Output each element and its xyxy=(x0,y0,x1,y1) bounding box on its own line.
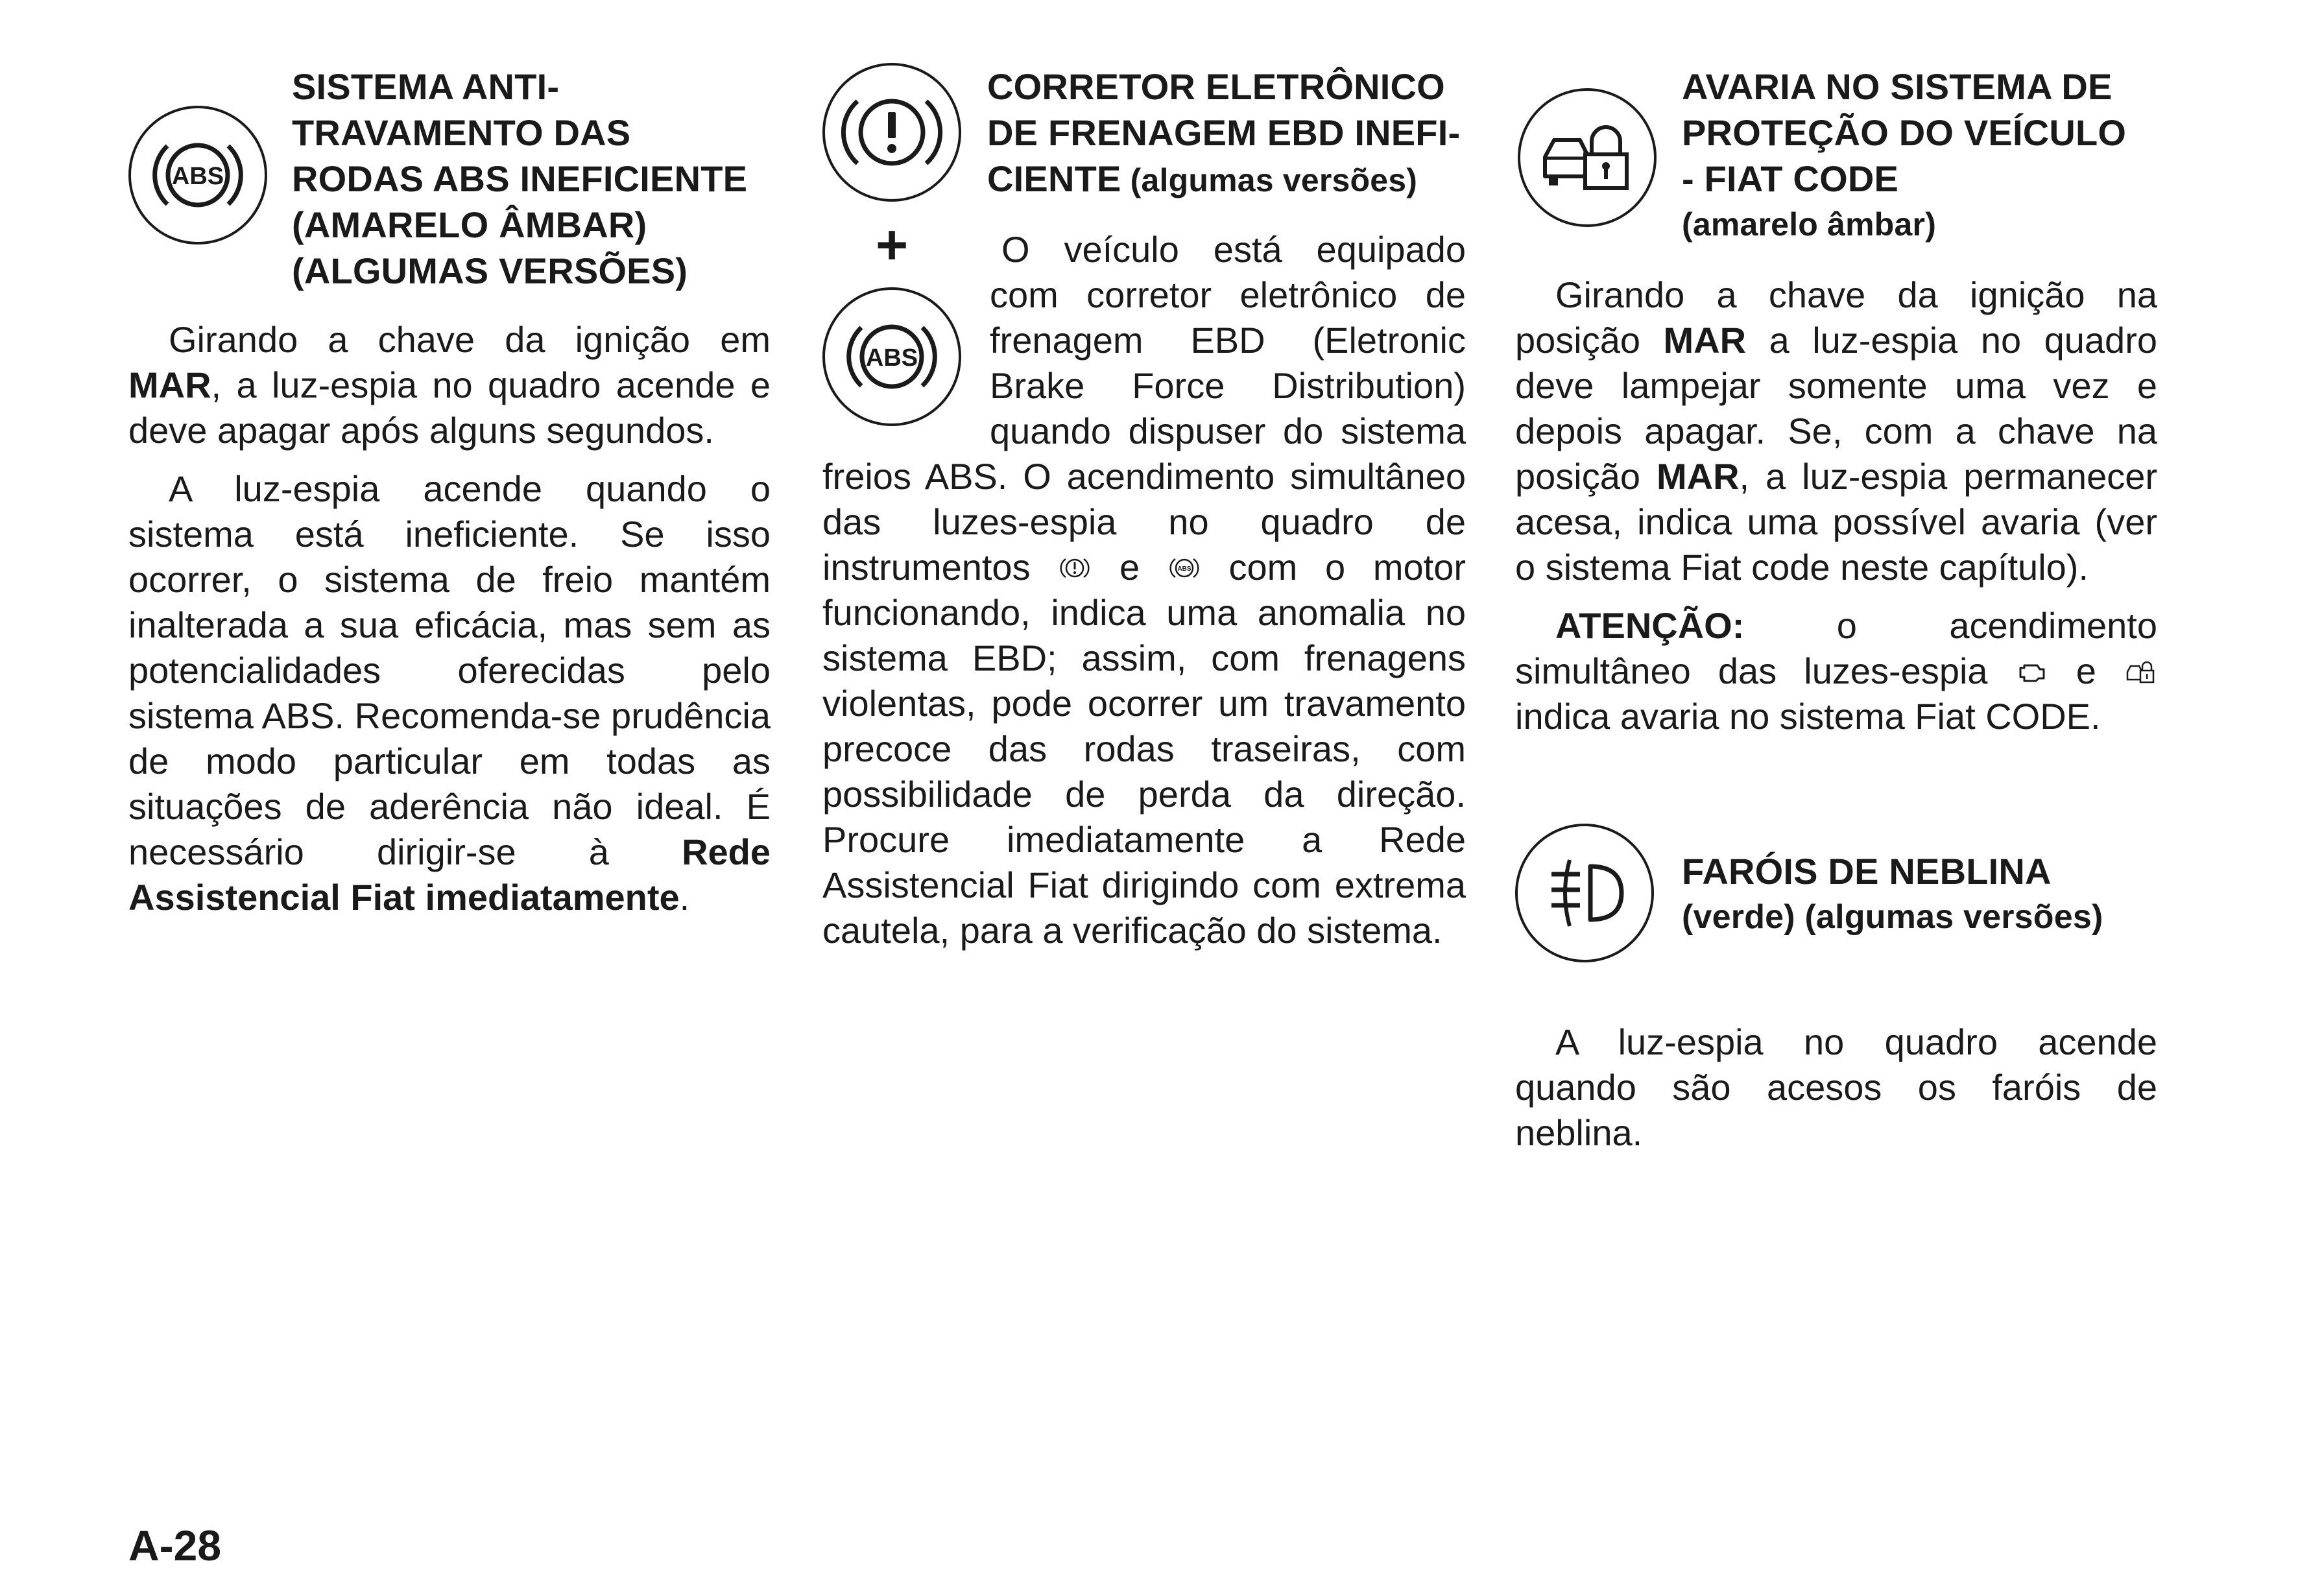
fog-light-section-body xyxy=(1515,1019,2157,1169)
abs-warning-icon xyxy=(1167,551,1201,585)
brake-warning-icon xyxy=(1058,551,1092,585)
ebd-section-heading: CORRETOR ELETRÔNICO DE FRENAGEM EBD INEFI- CIENTE (algumas versões) xyxy=(987,66,1461,199)
page-number: A-28 xyxy=(128,1521,222,1569)
ebd-section-body xyxy=(822,227,1466,966)
abs-paragraph-1: Girando a chave da ignição em MAR, a luz-espia no quadro acende e deve apagar após alguns segundos. xyxy=(128,319,771,451)
abs-paragraph-2: A luz-espia acende quando o sistema está ineficiente. Se isso ocorrer, o sistema de freio mantém inalterada a sua eficácia, mas sem as potencialidades oferecidas pelo sistema ABS. Recomenda-se prudência de modo particular em todas as situações de aderência não ideal. É necessário dirigir-se à Rede Assistencial Fiat imediatamente. xyxy=(128,468,771,918)
ebd-paragraph-1: O veículo está equipado com corretor eletrônico de frenagem EBD (Eletronic Brake Force Distribution) quando dispuser do sistema freios ABS. O acendimento simultâneo das luzes-espia no quadro de instrumentos e ABS com o motor funcionando, indica uma anomalia no sistema EBD; assim, com frenagens violentas, pode ocorrer um travamento precoce das rodas traseiras, com possibilidade de perda da direção. Procure imediatamente a Rede Assistencial Fiat dirigindo com extrema cautela, para a verificação do sistema. xyxy=(822,229,1466,951)
fiat-code-lock-icon xyxy=(2124,655,2157,689)
fiat-code-paragraph-2: ATENÇÃO: o acendimento simultâneo das luzes-espia e indica avaria no sistema Fiat CODE. xyxy=(1515,605,2157,737)
abs-section-heading: SISTEMA ANTI- TRAVAMENTO DAS RODAS ABS INEFICIENTE (AMARELO ÂMBAR) (ALGUMAS VERSÕES) xyxy=(292,66,748,291)
svg-text:ABS: ABS xyxy=(171,163,224,190)
svg-text:ABS: ABS xyxy=(865,344,918,372)
abs-warning-icon xyxy=(128,106,267,244)
fog-light-paragraph: A luz-espia no quadro acende quando são acesos os faróis de neblina. xyxy=(1515,1021,2157,1153)
fog-light-section-heading: FARÓIS DE NEBLINA (verde) (algumas versões) xyxy=(1682,851,2103,936)
plus-sign: + xyxy=(876,214,909,276)
abs-section-body xyxy=(128,317,771,933)
brake-warning-icon xyxy=(822,63,961,202)
fiat-code-section-body xyxy=(1515,272,2157,752)
engine-warning-icon xyxy=(2015,655,2049,689)
fiat-code-lock-icon xyxy=(1518,88,1657,227)
fiat-code-section-heading: AVARIA NO SISTEMA DE PROTEÇÃO DO VEÍCULO - FIAT CODE (amarelo âmbar) xyxy=(1682,66,2127,243)
fiat-code-paragraph-1: Girando a chave da ignição na posição MAR a luz-espia no quadro deve lampejar somente uma vez e depois apagar. Se, com a chave na posição MAR, a luz-espia permanecer acesa, indica uma possível avaria (ver o sistema Fiat code neste capítulo). xyxy=(1515,274,2157,588)
svg-text:ABS: ABS xyxy=(1177,566,1191,573)
front-fog-light-icon xyxy=(1515,824,1654,962)
